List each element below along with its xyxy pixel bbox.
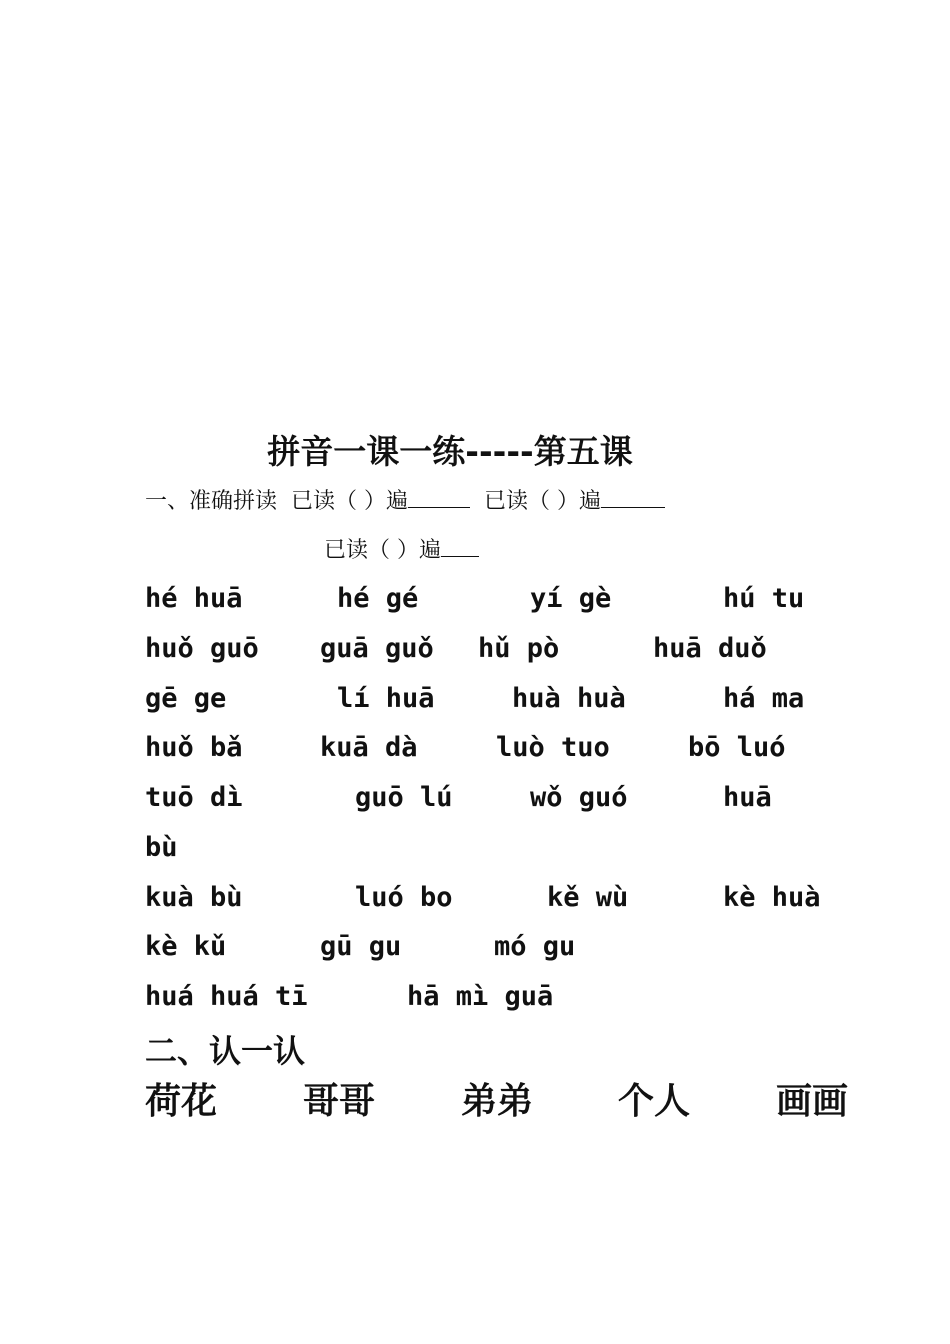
section1-line-2 [324, 533, 479, 564]
blank-3[interactable] [441, 536, 479, 557]
pinyin-word: yí gè [530, 583, 612, 614]
read-count-2: 已读（ ）遍 [484, 489, 602, 514]
pinyin-word: huá huá tī [145, 981, 308, 1012]
pinyin-word: hé gé [337, 583, 419, 614]
pinyin-word: guā guǒ [320, 633, 434, 664]
pinyin-word: gū gu [320, 931, 402, 962]
section2-heading: 二、认一认 [145, 1032, 306, 1070]
chinese-word: 哥哥 [303, 1081, 376, 1122]
pinyin-word: bù [145, 832, 178, 863]
blank-2[interactable] [601, 487, 665, 508]
pinyin-word: kuā dà [320, 732, 418, 763]
chinese-word: 画画 [776, 1081, 849, 1122]
pinyin-word: bō luó [688, 732, 786, 763]
pinyin-word: huā duǒ [653, 633, 767, 664]
pinyin-word: kè kǔ [145, 931, 227, 962]
pinyin-word: luó bo [355, 882, 453, 913]
pinyin-word: huǒ guō [145, 633, 259, 664]
blank-1[interactable] [408, 487, 470, 508]
pinyin-word: hā mì guā [407, 981, 554, 1012]
read-count-3: 已读（ ）遍 [324, 538, 441, 563]
pinyin-word: kè huà [723, 882, 821, 913]
pinyin-word: hú tu [723, 583, 805, 614]
chinese-word: 弟弟 [461, 1081, 534, 1122]
pinyin-word: gē ge [145, 683, 227, 714]
pinyin-word: mó gu [494, 931, 576, 962]
worksheet-title: 拼音一课一练-----第五课 [267, 432, 633, 471]
pinyin-word: hé huā [145, 583, 243, 614]
section1-line [145, 484, 665, 515]
pinyin-word: há ma [723, 683, 805, 714]
pinyin-word: luò tuo [496, 732, 610, 763]
pinyin-word: kuà bù [145, 882, 243, 913]
pinyin-word: kě wù [547, 882, 629, 913]
chinese-word: 个人 [618, 1081, 691, 1122]
pinyin-word: lí huā [337, 683, 435, 714]
pinyin-word: hǔ pò [478, 633, 560, 664]
pinyin-word: huǒ bǎ [145, 732, 243, 763]
pinyin-word: guō lú [355, 782, 453, 813]
read-count-1: 已读（ ）遍 [291, 489, 409, 514]
pinyin-word: tuō dì [145, 782, 243, 813]
chinese-word: 荷花 [145, 1081, 218, 1122]
pinyin-word: wǒ guó [530, 782, 628, 813]
pinyin-word: huā [723, 782, 772, 813]
section1-heading: 一、准确拼读 [145, 489, 278, 514]
pinyin-word: huà huà [512, 683, 626, 714]
